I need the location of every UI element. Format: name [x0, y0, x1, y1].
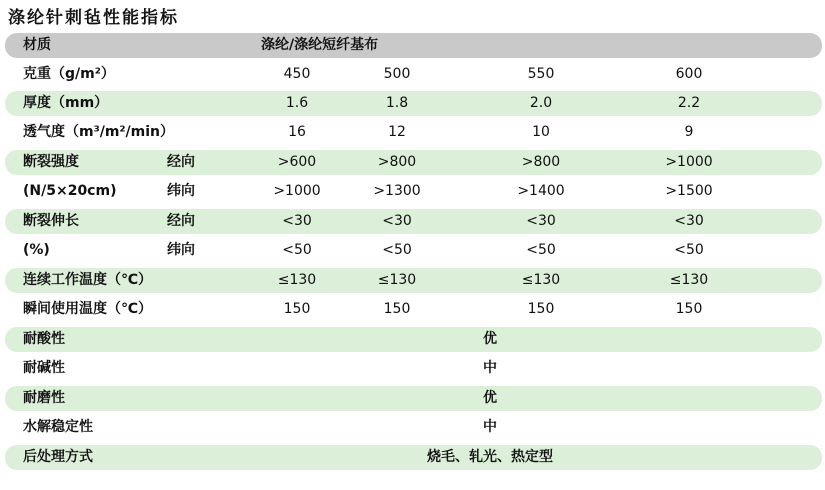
rating-value: 优: [483, 390, 497, 406]
value-cell: >800: [521, 154, 561, 170]
table-row-hydrolysis-stability: [5, 415, 822, 440]
row-label: (%): [23, 242, 50, 258]
rating-value: 中: [483, 419, 497, 435]
value-cell: <30: [382, 213, 412, 229]
row-label: 断裂伸长: [23, 213, 79, 229]
table-row-alkali-resistance: [5, 356, 822, 381]
value-cell: 9: [684, 124, 694, 140]
row-label: 断裂强度: [23, 154, 79, 170]
row-label: (N/5×20cm): [23, 183, 117, 199]
value-cell: 2.2: [677, 95, 701, 111]
material-value: 涤纶/涤纶短纤基布: [261, 37, 379, 53]
row-label: 厚度（mm）: [23, 95, 109, 111]
value-cell: 600: [675, 66, 703, 82]
row-label: 耐磨性: [23, 390, 65, 406]
value-cell: <30: [282, 213, 312, 229]
row-label: 耐碱性: [23, 360, 65, 376]
value-cell: <50: [382, 242, 412, 258]
value-cell: ≤130: [377, 272, 417, 288]
value-cell: 550: [527, 66, 555, 82]
row-label: 透气度（m³/m²/min）: [23, 124, 175, 140]
value-cell: >1300: [373, 183, 421, 199]
rating-value: 优: [483, 331, 497, 347]
value-cell: <50: [526, 242, 556, 258]
value-cell: 1.8: [385, 95, 409, 111]
rating-value: 中: [483, 360, 497, 376]
row-sublabel: 经向: [167, 213, 195, 229]
value-cell: 16: [288, 124, 306, 140]
value-cell: <50: [674, 242, 704, 258]
table-row-weight: [5, 62, 822, 87]
value-cell: 150: [675, 301, 703, 317]
row-label: 材质: [23, 37, 51, 53]
value-cell: >600: [277, 154, 317, 170]
table-row-material: [5, 33, 822, 58]
row-label: 瞬间使用温度（℃）: [23, 301, 152, 317]
row-label: 后处理方式: [23, 449, 93, 465]
value-cell: ≤130: [669, 272, 709, 288]
table-row-thickness: [5, 91, 822, 116]
table-row-breaking-strength-warp: [5, 150, 822, 175]
value-cell: 450: [283, 66, 311, 82]
table-row-acid-resistance: [5, 327, 822, 352]
value-cell: >1000: [273, 183, 321, 199]
table-row-breaking-strength-weft: [5, 179, 822, 204]
value-cell: <30: [674, 213, 704, 229]
table-row-post-treatment: [5, 445, 822, 470]
table-row-air-permeability: [5, 120, 822, 145]
value-cell: ≤130: [521, 272, 561, 288]
value-cell: >800: [377, 154, 417, 170]
value-cell: 1.6: [285, 95, 309, 111]
value-cell: <30: [526, 213, 556, 229]
row-sublabel: 纬向: [167, 242, 195, 258]
value-cell: >1500: [665, 183, 713, 199]
value-cell: 150: [283, 301, 311, 317]
treatment-value: 烧毛、轧光、热定型: [427, 449, 553, 465]
row-label: 连续工作温度（℃）: [23, 272, 152, 288]
row-sublabel: 经向: [167, 154, 195, 170]
table-row-continuous-temp: [5, 268, 822, 293]
page-title: 涤纶针刺毡性能指标: [8, 8, 179, 28]
value-cell: 500: [383, 66, 411, 82]
row-label: 水解稳定性: [23, 419, 93, 435]
table-row-abrasion-resistance: [5, 386, 822, 411]
row-sublabel: 纬向: [167, 183, 195, 199]
table-row-instant-temp: [5, 297, 822, 322]
value-cell: ≤130: [277, 272, 317, 288]
value-cell: 12: [388, 124, 406, 140]
table-row-elongation-warp: [5, 209, 822, 234]
value-cell: 150: [527, 301, 555, 317]
value-cell: <50: [282, 242, 312, 258]
value-cell: 150: [383, 301, 411, 317]
value-cell: >1400: [517, 183, 565, 199]
table-row-elongation-weft: [5, 238, 822, 263]
row-label: 耐酸性: [23, 331, 65, 347]
value-cell: 2.0: [529, 95, 553, 111]
row-label: 克重（g/m²）: [23, 66, 115, 82]
value-cell: 10: [532, 124, 550, 140]
value-cell: >1000: [665, 154, 713, 170]
